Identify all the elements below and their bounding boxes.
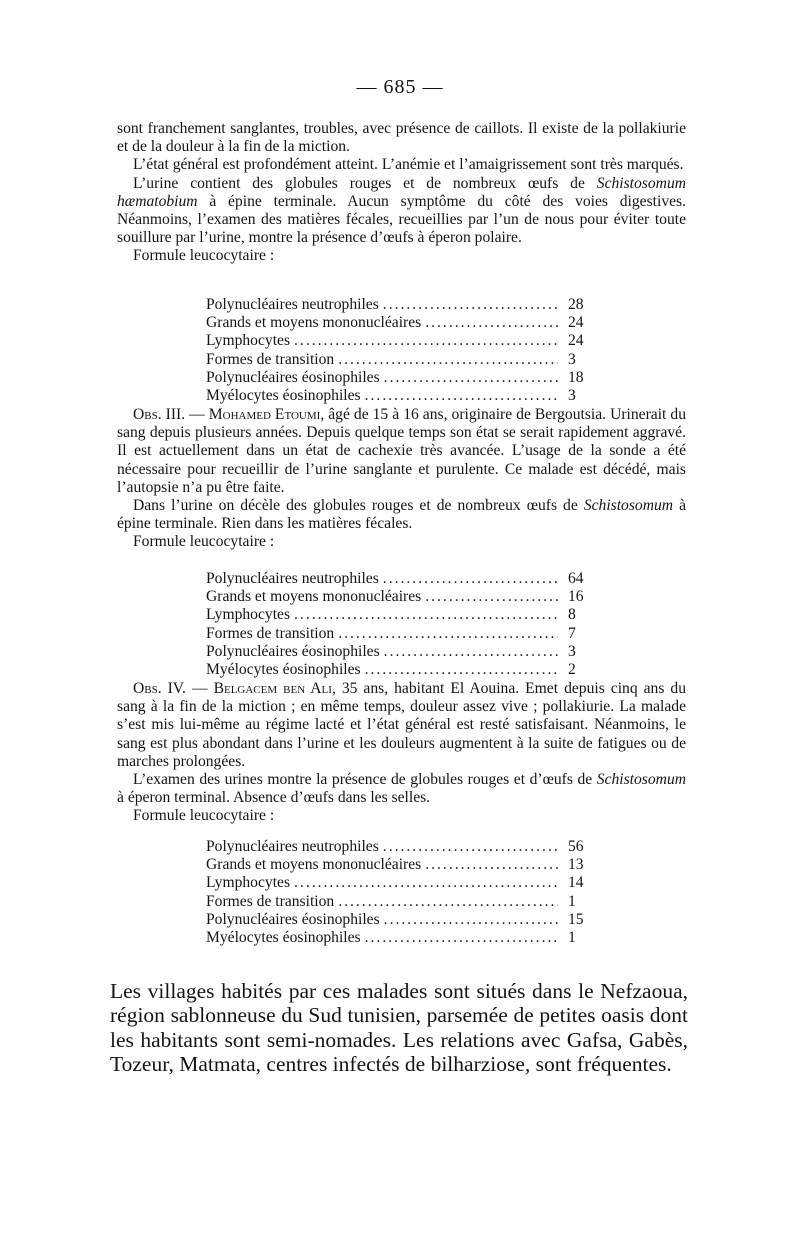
formula-row: Polynucléaires éosinophiles ..... 3 [206,643,596,661]
patient-name: Belgacem ben Ali [213,680,332,697]
formula-row: Polynucléaires neutrophiles ..... 28 [206,296,596,314]
formula-table-3 [206,838,596,947]
species-name: Schistosomum [583,497,674,515]
formula-table-2 [206,570,596,679]
formula-row: Grands et moyens mononucléaires ..... 24 [206,314,596,332]
page-number: — 685 — [356,76,444,98]
paragraph: L’examen des urines montre la présence de globules rouges et d’œufs de Schistosomum à éperon terminal. Absence d’œufs dans les selles. [117,771,686,807]
paragraph: L’urine contient des globules rouges et de nombreux œufs de Schistosomum hæmatobium à épine terminale. Aucun symptôme du côté des voies digestives. Néanmoins, l’examen des matières fécales, recueillies par l’un de nous pour éviter toute souillure par l’urine, montre la présence d’œufs à éperon polaire. [117,174,686,247]
formula-row: Formes de transition ..... 7 [206,625,596,643]
paragraph: Dans l’urine on décèle des globules rouges et de nombreux œufs de Schistosomum à épine terminale. Rien dans les matières fécales. [117,497,686,533]
formula-label: Formule leucocytaire : [133,247,275,265]
formula-row: Lymphocytes ..... 14 [206,874,596,892]
formula-row: Polynucléaires neutrophiles ..... 56 [206,838,596,856]
paragraph: Obs. III. — Mohamed Etoumi, âgé de 15 à 16 ans, originaire de Bergoutsia. Urinerait du sang depuis plusieurs années. Depuis quelque temps son état se serait rapidement aggravé. Il est actuellement dans un état de cachexie très avancée. L’usage de la sonde a été nécessaire pour recueillir de l’urine sanglante et purulente. Ce malade est décédé, mais l’autopsie n’a pu être faite. [117,406,686,496]
observation-3 [117,406,686,552]
formula-row: Polynucléaires éosinophiles ..... 15 [206,911,596,929]
closing-paragraph: Les villages habités par ces malades sont situés dans le Nefzaoua, région sablonneuse du Sud tunisien, parsemée de petites oasis dont les habitants sont semi-nomades. Les relations avec Gafsa, Gabès, Tozeur, Matmata, centres infectés de bilharziose, sont fréquentes. [110,978,688,1077]
formula-row: Formes de transition ..... 1 [206,893,596,911]
observation-4 [117,680,686,826]
formula-row: Grands et moyens mononucléaires ..... 13 [206,856,596,874]
formula-row: Formes de transition ..... 3 [206,351,596,369]
formula-row: Grands et moyens mononucléaires ..... 16 [206,588,596,606]
patient-name: Mohamed Etoumi [208,406,321,423]
formula-row: Myélocytes éosinophiles ..... 1 [206,929,596,947]
paragraph: Obs. IV. — Belgacem ben Ali, 35 ans, habitant El Aouina. Emet depuis cinq ans du sang à la fin de la miction ; en même temps, douleur assez vive ; pollakiurie. La malade s’est mis lui-même au régime lacté et l’état général est resté satisfaisant. Néanmoins, le sang est plus abondant dans l’urine et les douleurs augmentent à la suite de fatigues ou de marches prolongées. [117,680,687,770]
species-name: Schistosomum [596,771,686,789]
paragraph: L’état général est profondément atteint. L’anémie et l’amaigrissement sont très marqués. [133,156,684,174]
formula-row: Myélocytes éosinophiles ..... 2 [206,661,596,679]
formula-row: Lymphocytes ..... 8 [206,606,596,624]
formula-row: Lymphocytes ..... 24 [206,332,596,350]
observation-label: Obs. III. [133,406,186,423]
paragraph: sont franchement sanglantes, troubles, avec présence de caillots. Il existe de la pollakiurie et de la douleur à la fin de la miction. [117,120,686,156]
formula-row: Polynucléaires neutrophiles ..... 64 [206,570,596,588]
formula-row: Myélocytes éosinophiles ..... 3 [206,387,596,405]
formula-label: Formule leucocytaire : [133,533,275,551]
species-name: Schistosomum hæmatobium [117,174,686,210]
observation-continued [117,120,686,266]
observation-label: Obs. IV. [133,680,186,697]
formula-table-1 [206,296,596,405]
formula-row: Polynucléaires éosinophiles ..... 18 [206,369,596,387]
formula-label: Formule leucocytaire : [133,807,275,825]
